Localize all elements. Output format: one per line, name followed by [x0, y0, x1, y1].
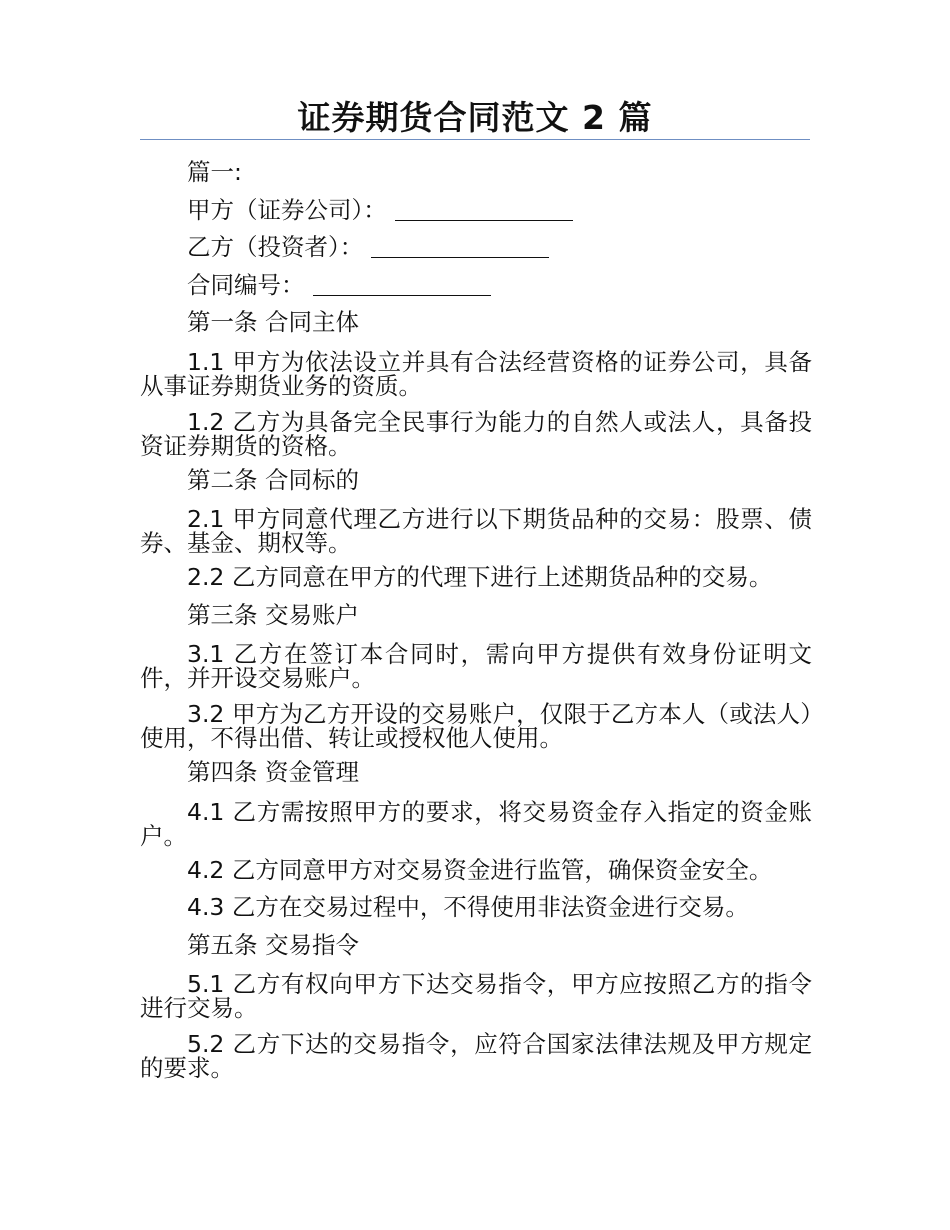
clause-paragraph: 1.1 甲方为依法设立并具有合法经营资格的证券公司，具备从事证券期货业务的资质。: [140, 347, 812, 400]
article-heading: 第四条 资金管理: [187, 758, 359, 786]
clause-paragraph: 2.1 甲方同意代理乙方进行以下期货品种的交易：股票、债券、基金、期权等。: [140, 505, 812, 557]
article-heading: 第五条 交易指令: [187, 930, 359, 959]
article-heading: 第二条 合同标的: [187, 465, 359, 494]
party-a-label: 甲方（证券公司）：: [187, 195, 387, 224]
clause-paragraph: 4.1 乙方需按照甲方的要求，将交易资金存入指定的资金账户。: [140, 797, 812, 850]
clause-paragraph: 3.2 甲方为乙方开设的交易账户，仅限于乙方本人（或法人）使用，不得出借、转让或授权他人使用。: [140, 700, 812, 752]
document-body: [140, 154, 812, 1084]
document-title: 证券期货合同范文 2 篇: [297, 98, 653, 137]
contract-no-label: 合同编号：: [187, 270, 305, 299]
party-a-line: [140, 192, 812, 230]
party-b-label: 乙方（投资者）：: [187, 233, 364, 261]
title-underline: [140, 139, 810, 140]
party-b-line: [140, 229, 812, 267]
article-heading: 第一条 合同主体: [187, 308, 359, 336]
clause-paragraph: 5.1 乙方有权向甲方下达交易指令，甲方应按照乙方的指令进行交易。: [140, 970, 812, 1022]
section-label: 篇一:: [187, 158, 242, 186]
clause-paragraph: 3.1 乙方在签订本合同时，需向甲方提供有效身份证明文件，并开设交易账户。: [140, 640, 812, 692]
contract-no-line: [140, 267, 812, 305]
clause-line: 2.2 乙方同意在甲方的代理下进行上述期货品种的交易。: [187, 563, 773, 591]
party-b-blank: [371, 237, 549, 258]
clause-paragraph: 5.2 乙方下达的交易指令，应符合国家法律法规及甲方规定的要求。: [140, 1030, 812, 1082]
clause-line: 4.3 乙方在交易过程中，不得使用非法资金进行交易。: [187, 893, 749, 921]
clause-line: 4.2 乙方同意甲方对交易资金进行监管，确保资金安全。: [187, 855, 773, 884]
article-heading: 第三条 交易账户: [187, 600, 359, 629]
contract-no-blank: [313, 275, 491, 296]
party-a-blank: [395, 200, 573, 221]
clause-paragraph: 1.2 乙方为具备完全民事行为能力的自然人或法人，具备投资证券期货的资格。: [140, 407, 812, 460]
